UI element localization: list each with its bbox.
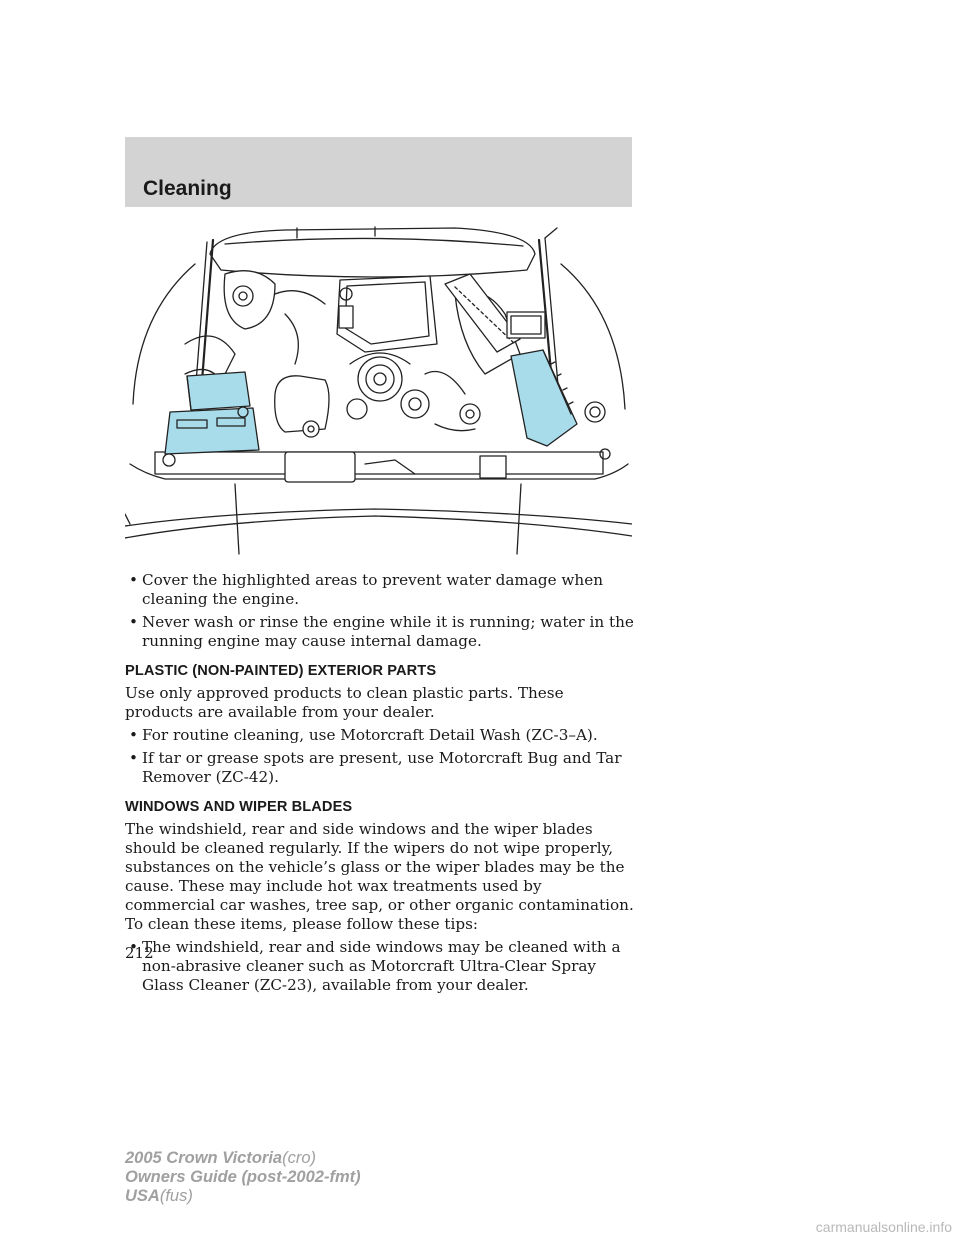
list-item: • The windshield, rear and side windows may be cleaned with a non-abrasive cleaner such as Motorcraft Ultra-Clear Spray Glass Cleaner (ZC-23), available from your dealer.: [125, 938, 635, 995]
list-item: • Cover the highlighted areas to prevent water damage when cleaning the engine.: [125, 571, 635, 609]
highlighted-fuse-box: [187, 372, 250, 410]
section-title: Cleaning: [143, 177, 232, 200]
plastic-parts-body: Use only approved products to clean plastic parts. These products are available from your dealer.: [125, 684, 564, 721]
footer-model-code: (cro): [282, 1149, 317, 1167]
plastic-parts-heading: PLASTIC (NON-PAINTED) EXTERIOR PARTS: [125, 663, 437, 679]
footer-guide: Owners Guide (post-2002-fmt): [125, 1168, 361, 1186]
watermark: carmanualsonline.info: [815, 1219, 952, 1235]
list-item: • Never wash or rinse the engine while it is running; water in the running engine may cause internal damage.: [125, 613, 635, 651]
document-footer: [125, 1149, 361, 1206]
windows-wipers-heading: WINDOWS AND WIPER BLADES: [125, 799, 353, 815]
list-item: • If tar or grease spots are present, use Motorcraft Bug and Tar Remover (ZC-42).: [125, 749, 635, 787]
page-body: [125, 571, 635, 995]
windows-wipers-body: The windshield, rear and side windows and the wiper blades should be cleaned regularly. If the wipers do not wipe properly, substances on the vehicle’s glass or the wiper blades may be the cause. These may include hot wax treatments used by commercial car washes, tree sap, or other organic contamination. To clean these items, please follow these tips:: [125, 820, 634, 933]
footer-market: USA: [125, 1187, 160, 1205]
highlighted-air-cleaner: [511, 350, 577, 446]
hood-outline: [210, 228, 535, 277]
page-number: 212: [125, 944, 154, 962]
footer-model: 2005 Crown Victoria: [125, 1149, 283, 1167]
list-item: • For routine cleaning, use Motorcraft Detail Wash (ZC-3–A).: [125, 726, 635, 745]
footer-market-code: (fus): [159, 1187, 193, 1205]
engine-compartment-illustration: [125, 224, 632, 556]
